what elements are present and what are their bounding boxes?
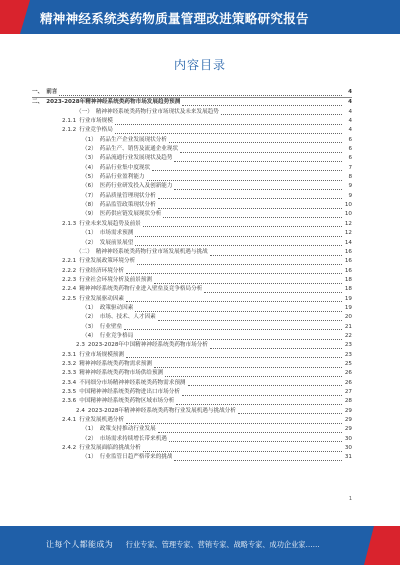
toc-entry-number: （3） xyxy=(82,323,97,330)
toc-leader-dots xyxy=(59,90,342,96)
toc-entry-page: 7 xyxy=(348,164,352,171)
toc-leader-dots xyxy=(158,193,342,199)
toc-entry-page: 6 xyxy=(348,146,352,153)
toc-entry-page: 21 xyxy=(344,323,352,330)
toc-entry[interactable] xyxy=(32,210,352,219)
toc-entry-number: （1） xyxy=(82,136,97,143)
toc-entry-title: 行业发展驱动因素 xyxy=(79,295,124,302)
toc-entry-title: 药品质量管理现状分析 xyxy=(99,192,156,199)
toc-entry-page: 4 xyxy=(348,89,352,95)
toc-entry[interactable] xyxy=(32,164,352,173)
toc-leader-dots xyxy=(147,175,342,181)
toc-leader-dots xyxy=(221,109,342,115)
toc-entry-number: （8） xyxy=(82,202,97,209)
toc-entry[interactable] xyxy=(32,201,352,210)
toc-entry[interactable] xyxy=(32,154,352,163)
toc-entry[interactable] xyxy=(32,388,352,397)
toc-leader-dots xyxy=(135,231,342,237)
toc-entry-title: 精神神经系统类药物行业进入壁垒及竞争格局分析 xyxy=(79,286,203,293)
toc-entry-title: 行业发展面临的挑战分析 xyxy=(79,445,141,452)
toc-entry[interactable] xyxy=(32,145,352,154)
toc-leader-dots xyxy=(210,343,342,349)
toc-entry[interactable] xyxy=(32,239,352,248)
toc-entry-number: （1） xyxy=(82,454,97,461)
toc-entry-page: 23 xyxy=(344,351,352,358)
toc-entry-number: 2.2.2 xyxy=(62,267,77,274)
page-number: 1 xyxy=(348,496,352,502)
toc-leader-dots xyxy=(210,250,342,256)
footer-slogan-roles: 行业专家、管理专家、营销专家、战略专家、成功企业家…… xyxy=(125,540,320,549)
toc-entry-title: 药品行业盈利能力 xyxy=(99,174,145,181)
toc-entry[interactable] xyxy=(32,332,352,341)
toc-entry[interactable] xyxy=(32,182,352,191)
toc-entry-page: 12 xyxy=(344,220,352,227)
toc-entry-number: 2.1.1 xyxy=(62,118,77,125)
toc-entry-number: 2.3.1 xyxy=(62,351,77,358)
toc-entry-page: 9 xyxy=(348,183,352,190)
toc-entry-page: 8 xyxy=(348,174,352,181)
toc-entry[interactable] xyxy=(32,88,352,98)
toc-entry[interactable] xyxy=(32,444,352,453)
toc-leader-dots xyxy=(115,128,342,134)
toc-entry-number: 2.4 xyxy=(76,407,85,414)
toc-leader-dots xyxy=(154,362,342,368)
toc-entry-title: 政策驱动因素 xyxy=(99,304,134,311)
header-accent-bar xyxy=(0,0,20,34)
toc-entry[interactable] xyxy=(32,323,352,332)
toc-entry-number: （2） xyxy=(82,239,97,246)
toc-entry-page: 30 xyxy=(344,445,352,452)
toc-entry[interactable] xyxy=(32,435,352,444)
toc-entry-page: 22 xyxy=(344,332,352,339)
toc-leader-dots xyxy=(174,156,342,162)
toc-entry-number: 2.2.1 xyxy=(62,258,77,265)
toc-leader-dots xyxy=(188,380,342,386)
toc-entry[interactable] xyxy=(32,341,352,350)
toc-entry-title: 精神神经系统类药物行业市场现状及未来发展趋势 xyxy=(95,108,219,115)
toc-entry-title: 行业壁垒 xyxy=(99,323,123,330)
toc-entry-number: （1） xyxy=(82,230,97,237)
toc-entry-title: 政策支持推动行业发展 xyxy=(99,426,156,433)
toc-entry[interactable] xyxy=(32,267,352,276)
toc-entry-page: 30 xyxy=(344,435,352,442)
toc-entry-title: 精神神经系统类药物市场供给预测 xyxy=(79,370,164,377)
toc-leader-dots xyxy=(143,446,342,452)
toc-entry-page: 20 xyxy=(344,314,352,321)
toc-leader-dots xyxy=(182,100,342,106)
toc-entry-page: 27 xyxy=(344,389,352,395)
toc-entry-page: 23 xyxy=(344,342,352,349)
toc-leader-dots xyxy=(158,203,342,209)
toc-entry[interactable] xyxy=(32,453,352,462)
toc-entry-title: 药品生产、销售及流通企业现状 xyxy=(99,146,179,153)
footer-slogan-lead: 让每个人都能成为 xyxy=(46,540,114,549)
toc-entry-number: 2.4.2 xyxy=(62,445,77,452)
toc-entry-page: 4 xyxy=(348,118,352,125)
toc-entry[interactable] xyxy=(32,285,352,294)
toc-entry[interactable] xyxy=(32,276,352,285)
toc-entry-number: 2.3.2 xyxy=(62,360,77,367)
toc-entry-page: 26 xyxy=(344,379,352,386)
toc-entry-title: 市场、技术、人才因素 xyxy=(99,314,156,321)
toc-entry-title: 药品生产企业发展现状分析 xyxy=(99,136,167,143)
toc-entry-number: （1） xyxy=(82,304,97,311)
toc-entry-number: 2.1.2 xyxy=(62,127,77,134)
toc-entry-page: 4 xyxy=(348,99,352,106)
footer-accent-bar xyxy=(374,526,400,565)
toc-entry[interactable] xyxy=(32,304,352,313)
toc-leader-dots xyxy=(135,306,342,312)
toc-entry-number: 2.2.5 xyxy=(62,295,77,302)
toc-entry-title: 药品监管政策现状分析 xyxy=(99,202,156,209)
toc-entry-title: 行业市场规模 xyxy=(79,118,113,125)
toc-entry-number: 2.2.3 xyxy=(62,276,77,283)
table-of-contents xyxy=(32,88,352,463)
toc-leader-dots xyxy=(115,119,342,125)
toc-leader-dots xyxy=(135,334,342,340)
toc-entry-number: （2） xyxy=(82,146,97,153)
toc-leader-dots xyxy=(180,147,342,153)
toc-leader-dots xyxy=(176,399,342,405)
toc-entry-number: （一） xyxy=(76,108,93,115)
toc-entry-number: 2.3 xyxy=(76,342,85,349)
toc-leader-dots xyxy=(126,296,342,302)
toc-entry-title: 发展前景展望 xyxy=(99,239,134,246)
toc-leader-dots xyxy=(204,287,342,293)
toc-leader-dots xyxy=(137,259,342,265)
toc-entry-number: （1） xyxy=(82,426,97,433)
toc-leader-dots xyxy=(158,315,342,321)
toc-entry-number: （3） xyxy=(82,155,97,162)
toc-entry-number: （2） xyxy=(82,314,97,321)
toc-entry-number: 2.3.6 xyxy=(62,398,77,405)
toc-leader-dots xyxy=(169,137,342,143)
toc-entry[interactable] xyxy=(32,173,352,182)
toc-entry[interactable] xyxy=(32,126,352,135)
toc-entry[interactable] xyxy=(32,136,352,145)
toc-entry[interactable] xyxy=(32,425,352,434)
toc-entry-title: 中国精神神经系统类药物进出口市场分析 xyxy=(79,389,180,395)
toc-entry-page: 19 xyxy=(344,295,352,302)
toc-entry[interactable] xyxy=(32,117,352,126)
toc-leader-dots xyxy=(169,436,342,442)
toc-entry-title: 精神神经系统类药物需求预测 xyxy=(79,360,152,367)
toc-entry-number: 2.3.4 xyxy=(62,379,77,386)
footer-accent-notch xyxy=(364,526,374,565)
toc-entry-page: 18 xyxy=(344,276,352,283)
toc-leader-dots xyxy=(126,352,342,358)
toc-leader-dots xyxy=(182,390,342,396)
toc-leader-dots xyxy=(238,408,342,414)
toc-entry-number: 2.4.1 xyxy=(62,417,77,424)
toc-entry[interactable] xyxy=(32,351,352,360)
toc-entry-page: 6 xyxy=(348,136,352,143)
toc-entry-number: 2.3.3 xyxy=(62,370,77,377)
toc-leader-dots xyxy=(126,268,342,274)
toc-entry[interactable] xyxy=(32,229,352,238)
toc-entry-title: 中国精神神经系统类药物区域市场分析 xyxy=(79,398,175,405)
toc-entry-title: 药品行业集中度现状 xyxy=(99,164,151,171)
toc-entry[interactable] xyxy=(32,108,352,117)
toc-entry-page: 4 xyxy=(348,127,352,134)
toc-entry-number: （5） xyxy=(82,174,97,181)
toc-entry-number: （9） xyxy=(82,211,97,218)
toc-entry[interactable] xyxy=(32,220,352,229)
toc-heading: 内容目录 xyxy=(173,58,226,72)
toc-entry-page: 14 xyxy=(344,239,352,246)
toc-entry-page: 10 xyxy=(344,202,352,209)
toc-entry-title: 医药供应链发展现状分析 xyxy=(99,211,162,218)
toc-leader-dots xyxy=(126,418,342,424)
toc-entry-page: 29 xyxy=(344,417,352,424)
toc-entry-title: 行业市场规模预测 xyxy=(79,351,124,358)
toc-entry-number: （2） xyxy=(82,435,97,442)
toc-leader-dots xyxy=(152,165,342,171)
toc-entry-page: 26 xyxy=(344,370,352,377)
toc-entry-title: 2023-2028年中国精神神经系统类药物市场分析 xyxy=(87,342,208,349)
toc-entry-title: 行业社会环境分析及前景预测 xyxy=(79,276,152,283)
toc-entry[interactable] xyxy=(32,407,352,416)
toc-entry-number: 一、 xyxy=(32,89,44,95)
toc-leader-dots xyxy=(174,455,342,461)
toc-entry-page: 29 xyxy=(344,426,352,433)
toc-entry-number: 2.3.5 xyxy=(62,389,77,395)
toc-entry-page: 29 xyxy=(344,407,352,414)
toc-entry-page: 10 xyxy=(344,211,352,218)
toc-entry-page: 31 xyxy=(344,454,352,461)
toc-entry-number: （6） xyxy=(82,183,97,190)
toc-entry-number: （4） xyxy=(82,164,97,171)
toc-leader-dots xyxy=(165,371,342,377)
footer-slogan xyxy=(46,539,320,550)
toc-entry-page: 9 xyxy=(348,192,352,199)
toc-entry-title: 药品流通行业发展现状及趋势 xyxy=(99,155,173,162)
toc-entry[interactable] xyxy=(32,98,352,107)
toc-leader-dots xyxy=(158,427,342,433)
toc-entry-page: 16 xyxy=(344,248,352,255)
header-banner xyxy=(0,0,400,34)
toc-entry[interactable] xyxy=(32,416,352,425)
toc-entry-title: 精神神经系统类药物行业市场发展机遇与挑战 xyxy=(95,248,208,255)
toc-entry-title: 2023-2028年精神神经系统类药物市场发展趋势预测 xyxy=(46,99,181,106)
toc-entry-page: 4 xyxy=(348,108,352,115)
toc-entry-page: 28 xyxy=(344,398,352,405)
toc-entry-page: 16 xyxy=(344,267,352,274)
toc-leader-dots xyxy=(135,240,342,246)
toc-entry-page: 16 xyxy=(344,258,352,265)
toc-entry[interactable] xyxy=(32,360,352,369)
toc-entry-title: 医药行业研发投入及创新能力 xyxy=(99,183,173,190)
toc-entry[interactable] xyxy=(32,397,352,406)
toc-entry[interactable] xyxy=(32,369,352,378)
toc-entry-page: 25 xyxy=(344,360,352,367)
toc-entry-number: 二、 xyxy=(32,99,44,106)
toc-entry-number: 2.2.4 xyxy=(62,286,77,293)
toc-entry-title: 不同细分市场精神神经系统类药物需求预测 xyxy=(79,379,186,386)
toc-entry-title: 行业经济环境分析 xyxy=(79,267,124,274)
toc-entry-number: （7） xyxy=(82,192,97,199)
toc-entry-page: 6 xyxy=(348,155,352,162)
header-accent-notch xyxy=(20,0,30,34)
toc-entry-page: 18 xyxy=(344,286,352,293)
toc-leader-dots xyxy=(154,278,342,284)
toc-entry-title: 行业未来发展趋势及前景 xyxy=(79,220,141,227)
toc-entry-title: 行业竞争格局 xyxy=(99,332,134,339)
toc-entry-number: （二） xyxy=(76,248,93,255)
toc-entry-title: 行业发展机遇分析 xyxy=(79,417,124,424)
toc-entry-title: 前言 xyxy=(46,89,58,95)
toc-entry-number: （4） xyxy=(82,332,97,339)
toc-entry-title: 市场需求预测 xyxy=(99,230,134,237)
toc-entry[interactable] xyxy=(32,248,352,257)
toc-leader-dots xyxy=(163,212,342,218)
toc-entry-title: 行业监管日趋严格带来的挑战 xyxy=(99,454,173,461)
toc-leader-dots xyxy=(143,221,342,227)
toc-entry[interactable] xyxy=(32,257,352,266)
toc-entry-page: 19 xyxy=(344,304,352,311)
toc-entry-number: 2.1.3 xyxy=(62,220,77,227)
toc-entry-title: 行业竞争格局 xyxy=(79,127,113,134)
toc-leader-dots xyxy=(174,184,342,190)
toc-entry-title: 市场需求持续增长带来机遇 xyxy=(99,435,167,442)
toc-entry-page: 12 xyxy=(344,230,352,237)
toc-entry[interactable] xyxy=(32,313,352,322)
toc-leader-dots xyxy=(124,324,342,330)
toc-entry-title: 2023-2028年精神神经系统类药物行业发展机遇与挑战分析 xyxy=(87,407,236,414)
footer-banner xyxy=(0,526,400,565)
toc-entry-title: 行业发展政策环境分析 xyxy=(79,258,136,265)
toc-entry[interactable] xyxy=(32,192,352,201)
toc-entry[interactable] xyxy=(32,379,352,388)
toc-entry[interactable] xyxy=(32,295,352,304)
report-title: 精神神经系统类药物质量管理改进策略研究报告 xyxy=(40,11,309,26)
